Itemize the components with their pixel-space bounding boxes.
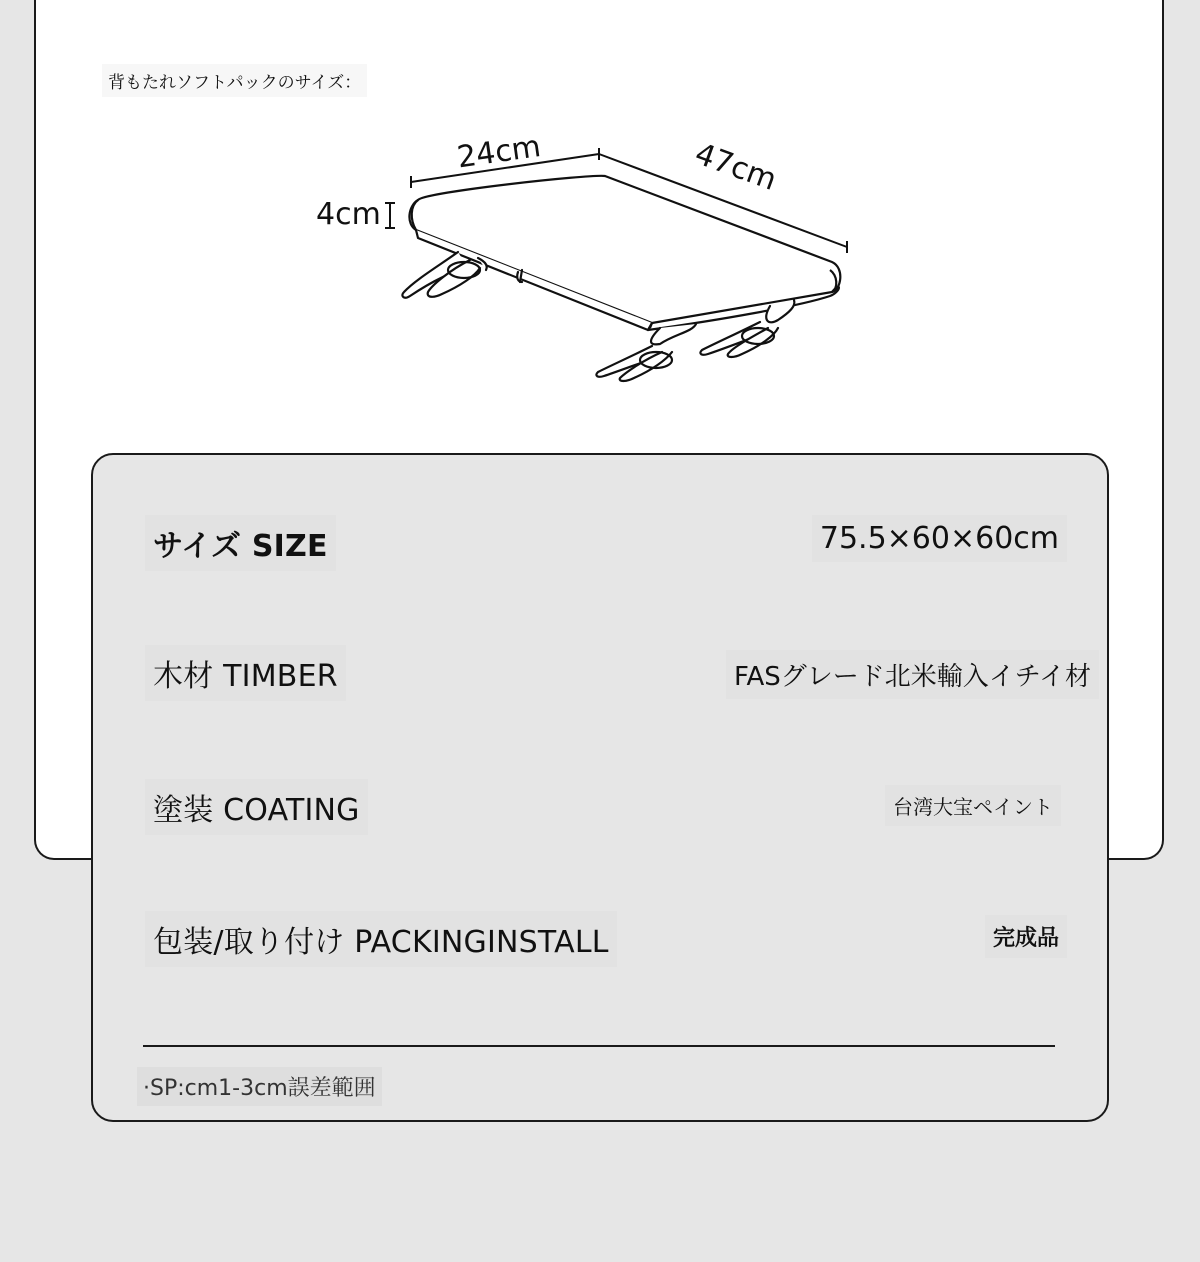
spec-coating-label: 塗装 COATING: [145, 779, 368, 835]
spec-packing-label: 包装/取り付け PACKINGINSTALL: [145, 911, 617, 967]
spec-coating-value: 台湾大宝ペイント: [885, 785, 1061, 826]
spec-timber-label: 木材 TIMBER: [145, 645, 346, 701]
pad-size-title: 背もたれソフトパックのサイズ：: [102, 64, 367, 97]
tolerance-footnote: ·SP:cm1-3cm誤差範囲: [137, 1067, 382, 1106]
divider: [143, 1045, 1055, 1047]
spec-size-value: 75.5×60×60cm: [812, 515, 1067, 562]
spec-timber-value: FASグレード北米輸入イチイ材: [726, 650, 1099, 699]
spec-card: [91, 453, 1109, 1122]
spec-packing-value: 完成品: [985, 915, 1067, 958]
width-label: 24cm: [455, 129, 543, 176]
height-label: 4cm: [316, 197, 381, 232]
cushion-diagram: [300, 120, 880, 400]
height-dimension-marker: [385, 203, 395, 228]
length-label: 47cm: [690, 136, 782, 198]
spec-size-label: サイズ SIZE: [145, 515, 336, 571]
front-clip: [596, 324, 696, 381]
